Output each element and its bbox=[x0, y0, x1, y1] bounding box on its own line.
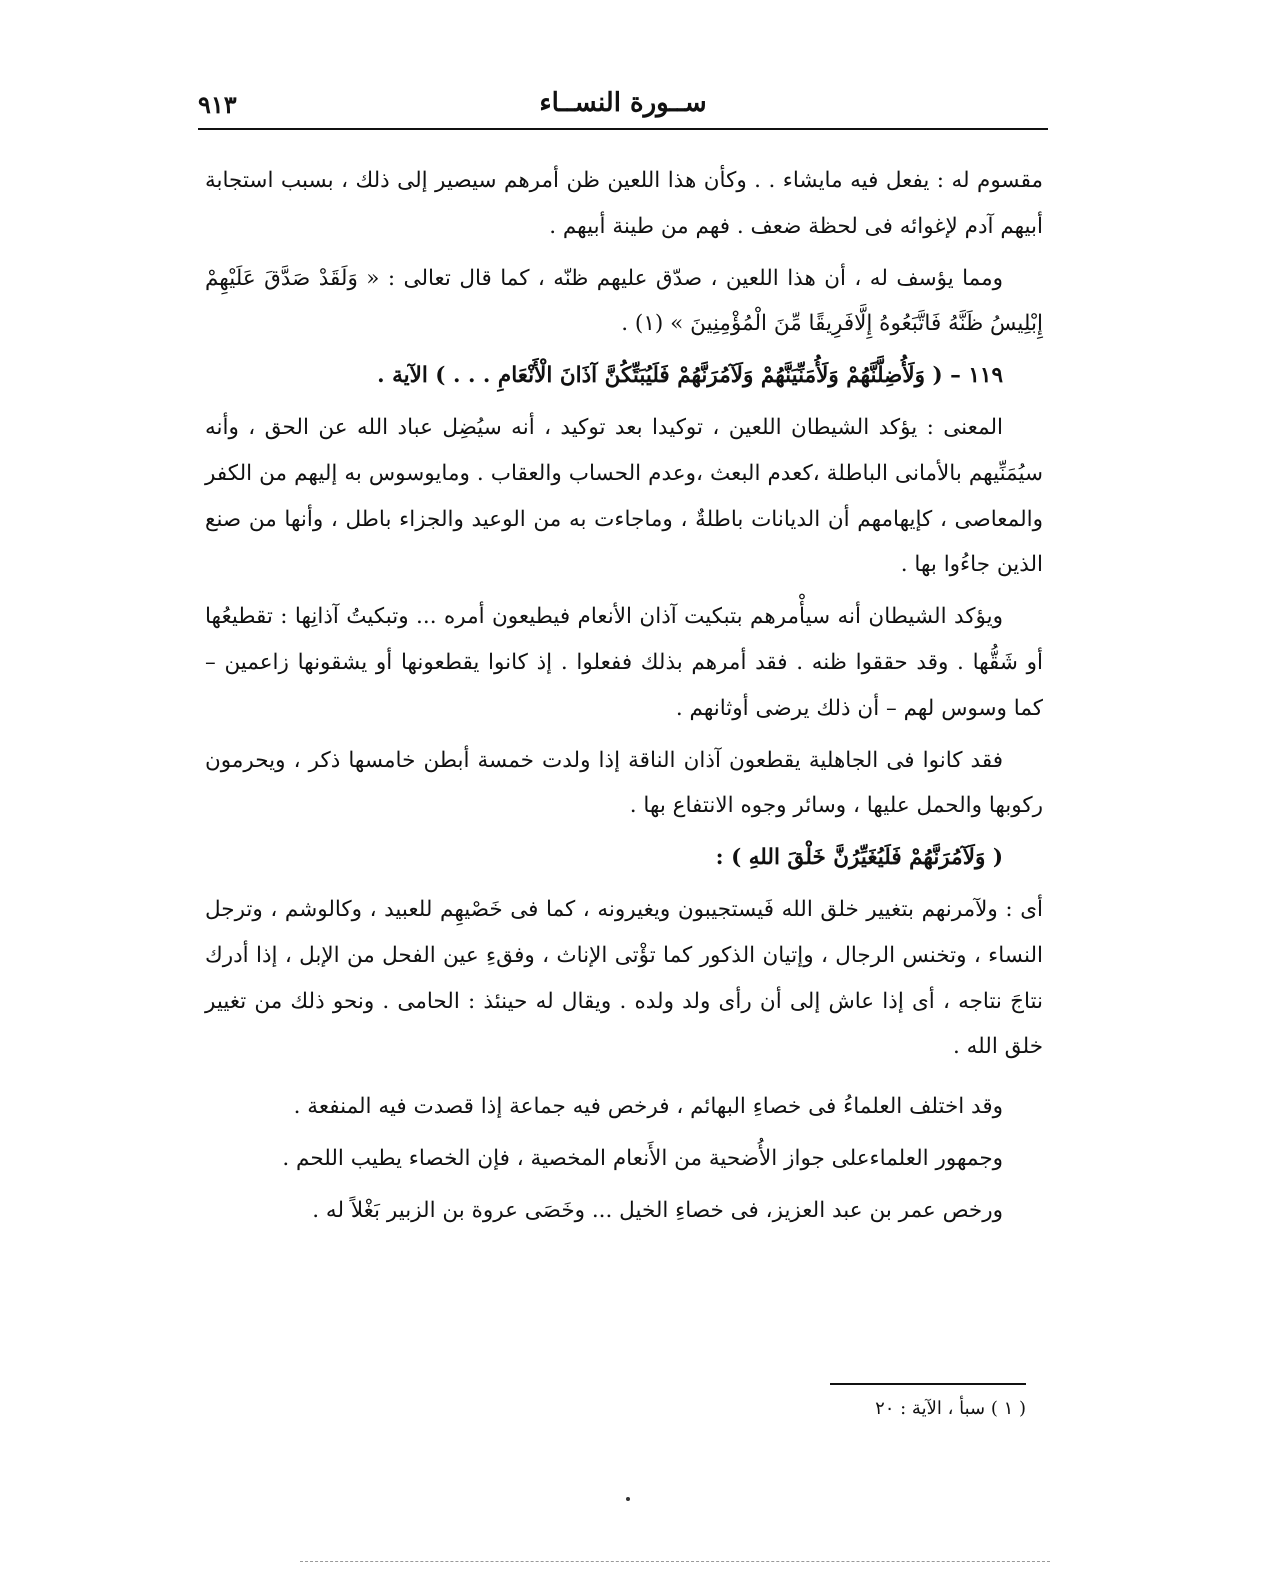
paragraph-7: أى : ولآمرنهم بتغيير خلق الله فَيستجيبون ويغيرونه ، كما فى خَصْيهِم للعبيد ، وكالوشم ، وترجل النساء ، وتخنس الرجال ، وإتيان الذكور كما تؤْتى الإناث ، وفقءِ عين الفحل من الإبل ، إذا أدرك نتاجَ نتاجه ، أى إذا عاش إلى أن رأى ولد ولده . ويقال له حينئذ : الحامى . ونحو ذلك من تغيير خلق الله . bbox=[205, 896, 1043, 1060]
verse-119: ١١٩ – ( وَلَأُضِلَّنَّهُمْ وَلَأُمَنِّيَنَّهُمْ وَلَآمُرَنَّهُمْ فَلَيُبَتِّكُنَّ آذَانَ الْأَنْعَامِ . . . ) الآية . bbox=[377, 363, 1003, 389]
footnote-divider bbox=[830, 1383, 1026, 1385]
paragraph-2: ومما يؤسف له ، أن هذا اللعين ، صدّق عليهم ظنّه ، كما قال تعالى : « وَلَقَدْ صَدَّقَ عَلَيْهِمْ إِبْلِيسُ ظَنَّهُ فَاتَّبَعُوهُ إِلَّافَرِيقًا مِّنَ الْمُؤْمِنِينَ » (١) . bbox=[205, 265, 1043, 337]
page-body bbox=[205, 158, 1043, 1240]
paragraph-5: فقد كانوا فى الجاهلية يقطعون آذان الناقة إذا ولدت خمسة أبطن خامسها ذكر ، ويحرمون ركوبها والحمل عليها ، وسائر وجوه الانتفاع بها . bbox=[205, 747, 1043, 819]
paragraph-1: مقسوم له : يفعل فيه مايشاء . . وكأن هذا اللعين ظن أمرهم سيصير إلى ذلك ، بسبب استجابة أبيهم آدم لإغوائه فى لحظة ضعف . فهم من طينة أبيهم . bbox=[205, 168, 1043, 239]
paragraph-10: ورخص عمر بن عبد العزيز، فى خصاءِ الخيل ... وخَصَى عروة بن الزبير بَغْلاً له . bbox=[312, 1197, 1003, 1223]
scan-speck bbox=[626, 1497, 630, 1501]
footnote: ( ١ ) سبأ ، الآية : ٢٠ bbox=[875, 1398, 1026, 1419]
scan-edge-line bbox=[300, 1561, 1050, 1562]
paragraph-8: وقد اختلف العلماءُ فى خصاءِ البهائم ، فرخص فيه جماعة إذا قصدت فيه المنفعة . bbox=[293, 1094, 1003, 1120]
paragraph-4: ويؤكد الشيطان أنه سيأْمرهم بتبكيت آذان الأنعام فيطيعون أمره ... وتبكيتُ آذانِها : تقطيعُها أو شَقُّها . وقد حققوا ظنه . فقد أمرهم بذلك ففعلوا . إذ كانوا يقطعونها أو يشقونها زاعمين – كما وسوس لهم – أن ذلك يرضى أوثانهم . bbox=[205, 604, 1043, 721]
verse-quote: ( وَلَآمُرَنَّهُمْ فَلَيُغَيِّرُنَّ خَلْقَ اللهِ ) : bbox=[715, 845, 1003, 871]
surah-title: ســورة النســاء bbox=[539, 88, 707, 118]
header-divider bbox=[198, 128, 1048, 130]
page-header bbox=[198, 88, 1048, 128]
paragraph-meaning: المعنى : يؤكد الشيطان اللعين ، توكيدا بعد توكيد ، أنه سيُضِل عباد الله عن الحق ، وأنه سيُمَنِّيهم بالأمانى الباطلة ،كعدم البعث ،وعدم الحساب والعقاب . ومايوسوس به إليهم من الكفر والمعاصى ، كإيهامهم أن الديانات باطلةٌ ، وماجاءت به من الوعيد والجزاء باطل ، وأنها من صنع الذين جاءُوا بها . bbox=[205, 414, 1043, 578]
page-number: ٩١٣ bbox=[198, 90, 237, 119]
paragraph-9: وجمهور العلماءعلى جواز الأُضحية من الأَنعام المخصية ، فإن الخصاء يطيب اللحم . bbox=[282, 1145, 1003, 1171]
